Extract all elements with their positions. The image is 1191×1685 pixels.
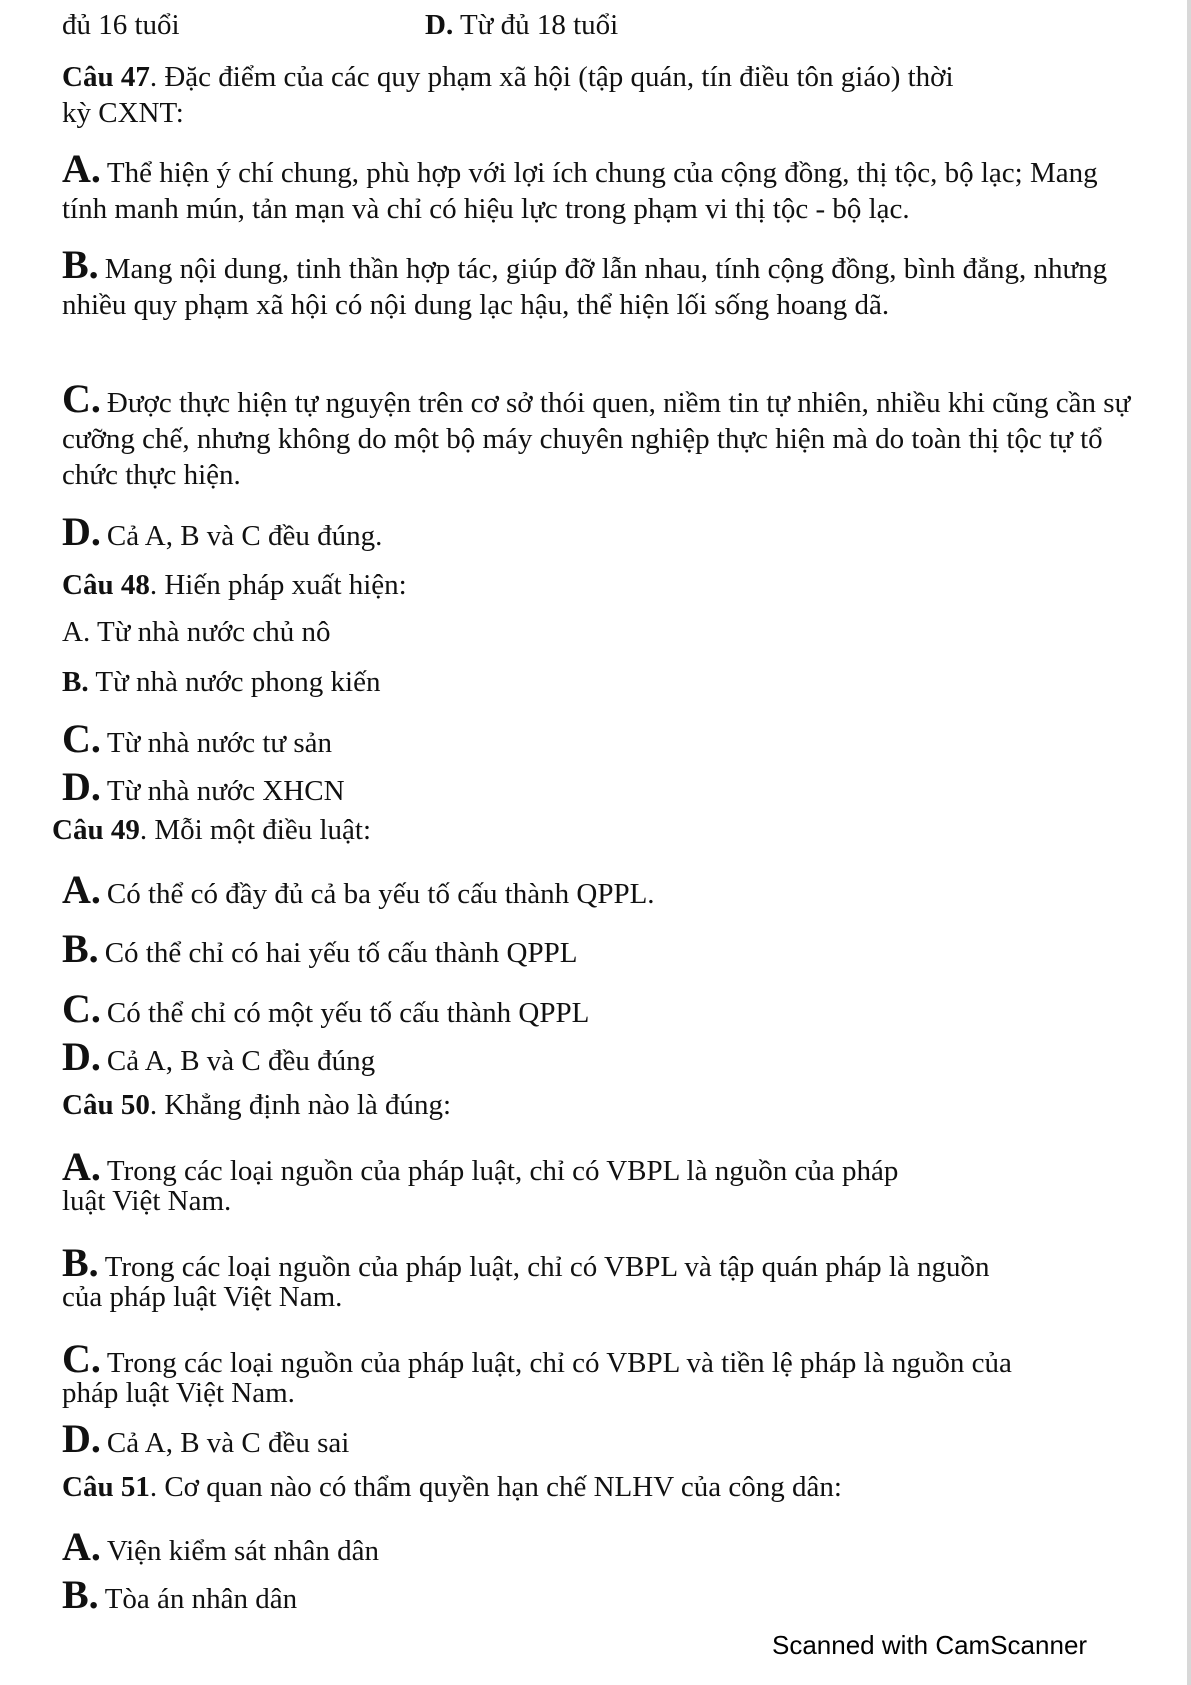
option-50-b [62, 1240, 990, 1285]
option-letter: C. [62, 376, 101, 421]
option-letter: A. [62, 867, 101, 912]
option-letter: A. [62, 146, 101, 191]
option-text: Cả A, B và C đều sai [106, 1427, 350, 1459]
option-48-d [62, 764, 345, 809]
option-text: Có thể chỉ có một yếu tố cấu thành QPPL [106, 997, 590, 1029]
question-47-line2 [62, 96, 184, 130]
option-48-a [62, 615, 331, 649]
question-text: . Khẳng định nào là đúng: [149, 1089, 452, 1121]
option-letter: B. [62, 1572, 99, 1617]
option-text: Thể hiện ý chí chung, phù hợp với lợi ích chung của cộng đồng, thị tộc, bộ lạc; Mang tính manh mún, tản mạn và chỉ có hiệu lực trong phạm vi thị tộc - bộ lạc. [62, 157, 1098, 225]
question-label: Câu 49 [52, 814, 140, 846]
option-letter: C. [62, 716, 101, 761]
question-text: kỳ CXNT: [62, 97, 184, 129]
option-50-c [62, 1336, 1012, 1381]
option-letter: B. [62, 1240, 99, 1285]
option-text: luật Việt Nam. [62, 1185, 232, 1217]
top-left-label: đủ 16 tuổi [62, 9, 180, 41]
question-47 [62, 60, 954, 94]
top-left-text [62, 8, 180, 42]
page-edge [1187, 0, 1191, 1685]
option-47-a [62, 146, 1132, 227]
option-letter: A. [62, 1144, 101, 1189]
option-48-c [62, 716, 333, 761]
option-letter: D. [62, 509, 101, 554]
option-51-a [62, 1524, 379, 1569]
option-text: Từ đủ 18 tuổi [459, 9, 619, 41]
option-49-a [62, 867, 655, 912]
top-right-option [425, 8, 618, 42]
option-48-b [62, 665, 381, 699]
option-text: Trong các loại nguồn của pháp luật, chỉ có VBPL và tiền lệ pháp là nguồn của [106, 1347, 1012, 1379]
option-text: Từ nhà nước chủ nô [96, 616, 331, 648]
question-51 [62, 1470, 842, 1504]
question-text: . Hiến pháp xuất hiện: [149, 569, 407, 601]
option-letter: A. [62, 616, 91, 648]
option-letter: B. [62, 242, 99, 287]
option-text: Trong các loại nguồn của pháp luật, chỉ có VBPL và tập quán pháp là nguồn [104, 1251, 990, 1283]
option-text: Từ nhà nước tư sản [106, 727, 333, 759]
option-47-c [62, 376, 1137, 493]
option-50-b-line2 [62, 1280, 342, 1314]
option-text: Trong các loại nguồn của pháp luật, chỉ có VBPL là nguồn của pháp [106, 1155, 899, 1187]
question-label: Câu 50 [62, 1089, 150, 1121]
option-51-b [62, 1572, 298, 1617]
option-text: Từ nhà nước phong kiến [95, 666, 381, 698]
option-50-a-line2 [62, 1184, 231, 1218]
question-label: Câu 47 [62, 61, 150, 93]
option-letter: D. [425, 9, 454, 41]
question-label: Câu 48 [62, 569, 150, 601]
option-47-b [62, 242, 1112, 323]
option-letter: A. [62, 1524, 101, 1569]
option-letter: C. [62, 1336, 101, 1381]
option-text: pháp luật Việt Nam. [62, 1377, 295, 1409]
option-letter: D. [62, 764, 101, 809]
question-text: . Mỗi một điều luật: [139, 814, 372, 846]
option-letter: B. [62, 926, 99, 971]
option-text: Cả A, B và C đều đúng. [106, 520, 383, 552]
option-text: Được thực hiện tự nguyện trên cơ sở thói quen, niềm tin tự nhiên, nhiều khi cũng cần sự cưỡng chế, nhưng không do một bộ máy chuyên nghiệp thực hiện mà do toàn thị tộc tự tổ chức thực hiện. [62, 387, 1131, 491]
option-text: Viện kiểm sát nhân dân [106, 1535, 379, 1567]
option-text: Có thể chỉ có hai yếu tố cấu thành QPPL [104, 937, 578, 969]
option-letter: B. [62, 666, 89, 698]
option-letter: D. [62, 1034, 101, 1079]
option-47-d [62, 509, 383, 554]
option-50-a [62, 1144, 899, 1189]
option-49-c [62, 986, 590, 1031]
option-text: Cả A, B và C đều đúng [106, 1045, 376, 1077]
option-text: Mang nội dung, tinh thần hợp tác, giúp đỡ lẫn nhau, tính cộng đồng, bình đẳng, nhưng nhiều quy phạm xã hội có nội dung lạc hậu, thể hiện lối sống hoang dã. [62, 253, 1108, 321]
option-text: Có thể có đầy đủ cả ba yếu tố cấu thành QPPL. [106, 878, 655, 910]
question-text: . Cơ quan nào có thẩm quyền hạn chế NLHV của công dân: [149, 1471, 842, 1503]
question-48 [62, 568, 407, 602]
question-50 [62, 1088, 451, 1122]
question-49 [52, 813, 371, 847]
option-50-c-line2 [62, 1376, 295, 1410]
option-text: của pháp luật Việt Nam. [62, 1281, 343, 1313]
question-text: . Đặc điểm của các quy phạm xã hội (tập quán, tín điều tôn giáo) thời [149, 61, 954, 93]
option-50-d [62, 1416, 350, 1461]
option-49-b [62, 926, 578, 971]
camscanner-watermark: Scanned with CamScanner [772, 1630, 1088, 1660]
option-letter: C. [62, 986, 101, 1031]
option-text: Tòa án nhân dân [104, 1583, 298, 1615]
option-text: Từ nhà nước XHCN [106, 775, 345, 807]
question-label: Câu 51 [62, 1471, 150, 1503]
option-letter: D. [62, 1416, 101, 1461]
option-49-d [62, 1034, 376, 1079]
